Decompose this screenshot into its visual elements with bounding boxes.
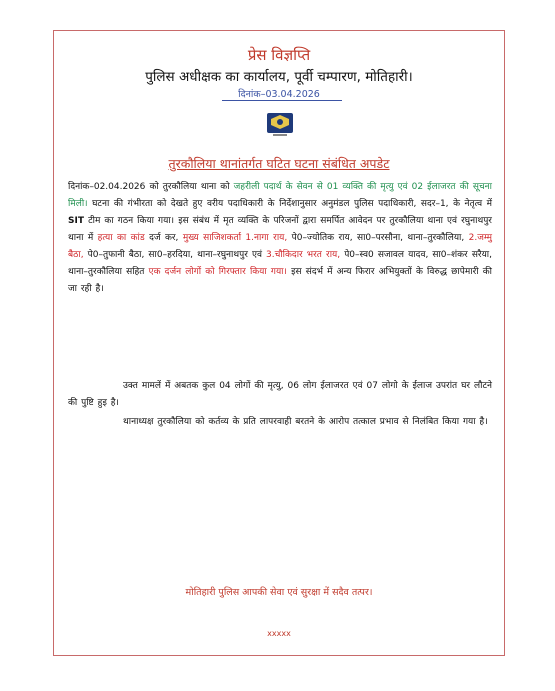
paragraph-segment: पे0–स्व0 सजावल यादव, सा0–शंकर सरैया, थाना–तुरकौलिया सहित [68, 250, 492, 277]
paragraph-incident-details [68, 179, 492, 298]
date-underline [222, 100, 342, 101]
paragraph-segment: SIT [68, 216, 84, 226]
paragraph-segment: पे0–तुफानी बैठा, सा0–हरदिया, थाना–रघुनाथपुर एवं [83, 250, 267, 260]
paragraph-segment: 3.चौकिदार भरत राय, [266, 250, 341, 260]
paragraph-segment: पे0–ज्योतिक राय, सा0–परसौना, थाना–तुरकौलिया, [287, 233, 469, 243]
paragraph-segment: जहरीली पदार्थ के सेवन से 01 व्यक्ति की मृत्यु एवं 02 ईलाजरत की सूचना मिली। [68, 182, 492, 209]
paragraph-segment: एक दर्जन लोगों को गिरफ्तार किया गया। [148, 267, 287, 277]
police-emblem-icon [265, 111, 295, 139]
paragraph-segment: दिनांक–02.04.2026 को तुरकौलिया थाना को [68, 182, 234, 192]
paragraph-suspension: थानाध्यक्ष तुरकौलिया को कर्तव्य के प्रति लापरवाही बरतने के आरोप तत्काल प्रभाव से निलंबित किया गया है। [123, 417, 488, 427]
police-slogan: मोतिहारी पुलिस आपकी सेवा एवं सुरक्षा में सदैव तत्पर। [185, 587, 373, 598]
office-name: पुलिस अधीक्षक का कार्यालय, पूर्वी चम्पारण, मोतिहारी। [145, 69, 413, 85]
document-frame [53, 30, 505, 656]
paragraph-segment: मुख्य साजिशकर्ता 1.नागा राय, [182, 233, 288, 243]
paragraph-segment: घटना की गंभीरता को देखते हुए वरीय पदाधिकारी के निर्देशानुसार अनुमंडल पुलिस पदाधिकारी, सदर–1, के नेतृत्व में [87, 199, 492, 209]
update-heading: तुरकौलिया थानांतर्गत घटित घटना संबंधित अपडेट [168, 156, 390, 171]
paragraph-segment: हत्या का कांड [97, 233, 145, 243]
paragraph-segment: टीम का गठन किया गया। इस संबंध में मृत व्यक्ति के परिजनों द्वारा समर्पित आवेदन पर तुरकौलिया थाना एवं रघुनाथपुर थाना में [68, 216, 492, 243]
release-date: दिनांक–03.04.2026 [238, 89, 320, 100]
end-mark: xxxxx [267, 629, 291, 638]
paragraph-segment: दर्ज कर, [144, 233, 183, 243]
paragraph-segment: 2.जम्मु बैठा, [68, 233, 492, 260]
press-release-title: प्रेस विज्ञप्ति [247, 46, 311, 64]
paragraph-segment: इस संदर्भ में अन्य फिरार अभियुक्तों के विरुद्ध छापेमारी की जा रही है। [68, 267, 492, 294]
paragraph-casualty-count: उक्त मामलें में अबतक कुल 04 लोगों की मृत्यु, 06 लोग ईलाजरत एवं 07 लोगो के ईलाज उपरांत घर लौटने की पुष्टि हुइ है। [68, 381, 492, 408]
